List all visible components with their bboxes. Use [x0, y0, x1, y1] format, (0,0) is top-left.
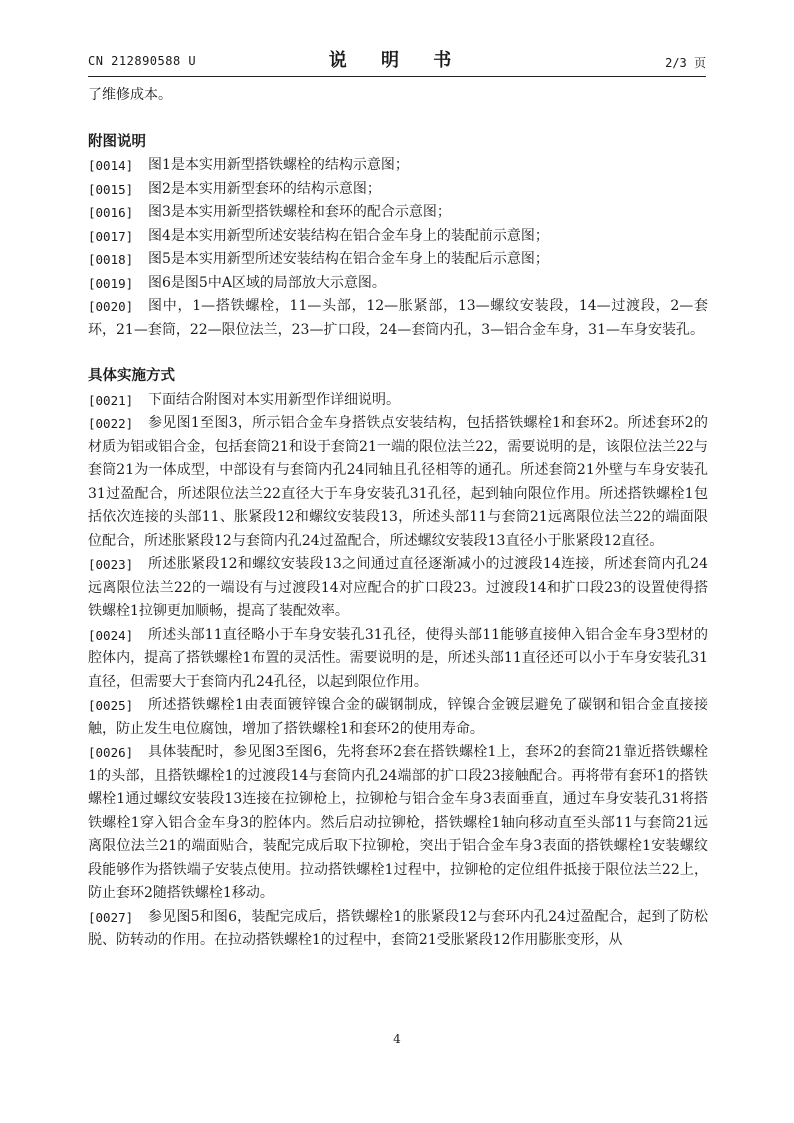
paragraph: [88, 553, 708, 624]
paragraph-number: [0018]: [88, 252, 134, 267]
paragraph-text: 图中，1—搭铁螺栓，11—头部，12—胀紧部，13—螺纹安装段，14—过渡段，2—套环，21—套筒，22—限位法兰，23—扩口段，24—套筒内孔，3—铝合金车身，31—车身安装孔。: [88, 298, 708, 338]
paragraph-text: 参见图5和图6，装配完成后，搭铁螺栓1的胀紧段12与套环内孔24过盈配合，起到了防松脱、防转动的作用。在拉动搭铁螺栓1的过程中，套筒21受胀紧段12作用膨胀变形，从: [88, 908, 708, 948]
paragraph-number: [0019]: [88, 275, 134, 291]
intro-line: 了维修成本。: [88, 87, 172, 103]
paragraph-number: [0023]: [88, 557, 134, 572]
page-header: [88, 46, 706, 74]
header-rule: [88, 76, 706, 77]
paragraph-text: 图4是本实用新型所述安装结构在铝合金车身上的装配前示意图；: [148, 227, 549, 244]
patent-number: CN 212890588 U: [88, 54, 197, 68]
paragraph: [88, 225, 708, 249]
paragraph-number: [0027]: [88, 909, 134, 925]
paragraph: [88, 412, 708, 553]
paragraph: [88, 906, 708, 953]
paragraph: [88, 178, 708, 202]
paragraph-number: [0022]: [88, 416, 134, 431]
document-title: 说 明 书: [328, 50, 466, 71]
paragraph: [88, 741, 708, 906]
paragraph-text: 所述胀紧段12和螺纹安装段13之间通过直径逐渐减小的过渡段14连接，所述套筒内孔24远离限位法兰22的一端设有与过渡段14对应配合的扩口段23。过渡段14和扩口段23的设置使得搭铁螺栓1拉铆更加顺畅，提高了装配效率。: [88, 556, 708, 619]
paragraph: [88, 272, 708, 296]
paragraph: [88, 248, 708, 272]
page-number: 4: [393, 1032, 401, 1046]
paragraph: [88, 154, 708, 178]
paragraph-number: [0025]: [88, 698, 134, 713]
paragraph-number: [0017]: [88, 228, 134, 244]
paragraph-number: [0020]: [88, 299, 134, 314]
section-title-figures: 附图说明: [88, 133, 146, 150]
paragraph: [88, 201, 708, 225]
paragraph-text: 图3是本实用新型搭铁螺栓和套环的配合示意图；: [148, 204, 451, 220]
paragraph-number: [0021]: [88, 392, 134, 408]
paragraph-text: 下面结合附图对本实用新型作详细说明。: [148, 391, 400, 408]
paragraph-number: [0026]: [88, 745, 134, 760]
paragraph-text: 具体装配时，参见图3至图6，先将套环2套在搭铁螺栓1上，套环2的套筒21靠近搭铁螺栓1的头部，且搭铁螺栓1的过渡段14与套筒内孔24端部的扩口段23接触配合。再将带有套环1的搭铁螺栓1通过螺纹安装段13连接在拉铆枪上，拉铆枪与铝合金车身3表面垂直，通过车身安装孔31将搭铁螺栓1穿入铝合金车身3的腔体内。然后启动拉铆枪，搭铁螺栓1轴向移动直至头部11与套筒21远离限位法兰21的端面贴合，装配完成后取下拉铆枪，突出于铝合金车身3表面的搭铁螺栓1安装螺纹段能够作为搭铁端子安装点使用。拉动搭铁螺栓1过程中，拉铆枪的定位组件抵接于限位法兰22上，防止套环2随搭铁螺栓1移动。: [88, 744, 708, 901]
paragraph-text: 图6是图5中A区域的局部放大示意图。: [148, 274, 386, 291]
paragraph-number: [0024]: [88, 627, 134, 643]
paragraph: [88, 694, 708, 741]
paragraph-text: 图2是本实用新型套环的结构示意图；: [148, 180, 381, 197]
document-body: [88, 84, 708, 953]
paragraph-text: 图5是本实用新型所述安装结构在铝合金车身上的装配后示意图；: [148, 251, 549, 267]
paragraph: [88, 389, 708, 413]
paragraph: [88, 295, 708, 342]
paragraph-number: [0016]: [88, 205, 134, 220]
paragraph-number: [0014]: [88, 158, 134, 173]
page-indicator: 2/3 页: [665, 56, 706, 70]
paragraph: [88, 624, 708, 695]
paragraph-number: [0015]: [88, 181, 134, 197]
paragraph-text: 参见图1至图3，所示铝合金车身搭铁点安装结构，包括搭铁螺栓1和套环2。所述套环2的材质为铝或铝合金，包括套筒21和设于套筒21一端的限位法兰22，需要说明的是，该限位法兰22与套筒21为一体成型，中部设有与套筒内孔24同轴且孔径相等的通孔。所述套筒21外壁与车身安装孔31过盈配合，所述限位法兰22直径大于车身安装孔31孔径，起到轴向限位作用。所述搭铁螺栓1包括依次连接的头部11、胀紧段12和螺纹安装段13，所述头部11与套筒21远离限位法兰22的端面限位配合，所述胀紧段12与套筒内孔24过盈配合，所述螺纹安装段13直径小于胀紧段12直径。: [88, 415, 708, 549]
paragraph-text: 所述头部11直径略小于车身安装孔31孔径，使得头部11能够直接伸入铝合金车身3型材的腔体内，提高了搭铁螺栓1布置的灵活性。需要说明的是，所述头部11直径还可以小于车身安装孔31直径，但需要大于套筒内孔24孔径，以起到限位作用。: [88, 626, 708, 690]
paragraph-text: 所述搭铁螺栓1由表面镀锌镍合金的碳钢制成，锌镍合金镀层避免了碳钢和铝合金直接接触，防止发生电位腐蚀，增加了搭铁螺栓1和套环2的使用寿命。: [88, 697, 708, 737]
section-title-embodiments: 具体实施方式: [88, 368, 175, 384]
paragraph-text: 图1是本实用新型搭铁螺栓的结构示意图；: [148, 157, 409, 173]
